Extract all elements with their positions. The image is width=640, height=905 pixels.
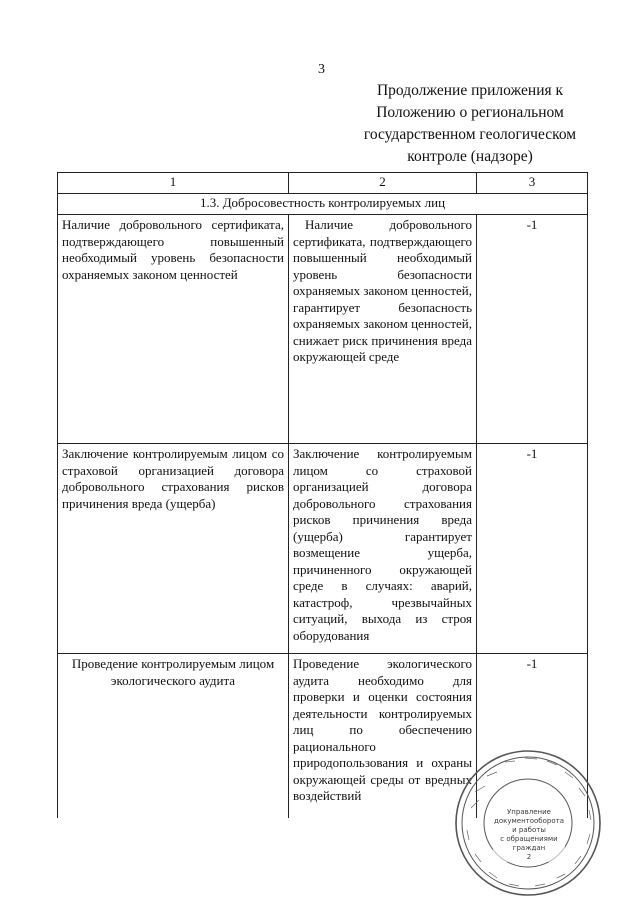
column-number: 3 [477, 173, 588, 194]
rationale-cell: Наличие добровольного сертификата, подтверждающего повышенный необходимый уровень безопасности охраняемых законом ценностей, гарантирует безопасность охраняемых законом ценностей, снижает риск причинения вреда окружающей среде [289, 215, 477, 444]
column-number-row [58, 173, 588, 194]
score-cell: -1 [477, 654, 588, 819]
section-title: 1.3. Добросовестность контролируемых лиц [58, 194, 588, 215]
table-row [58, 444, 588, 654]
seal-line: с обращениями [500, 835, 558, 843]
rationale-cell: Заключение контролируемым лицом со страховой организацией договора добровольного страхования рисков причинения вреда (ущерба) гарантирует возмещение ущерба, причиненного окружающей среде в случаях: аварий, катастроф, чрезвычайных ситуаций, выхода из строя оборудования [289, 444, 477, 654]
score-cell: -1 [477, 444, 588, 654]
heading-line: Положению о региональном [376, 104, 564, 121]
seal-line: документооборота [494, 817, 564, 825]
heading-line: государственном геологическом [363, 126, 577, 143]
column-number: 2 [289, 173, 477, 194]
heading-line: Продолжение приложения к [376, 82, 564, 99]
indicator-cell: Заключение контролируемым лицом со страховой организацией договора добровольного страхования рисков причинения вреда (ущерба) [58, 444, 289, 654]
column-number: 1 [58, 173, 289, 194]
indicator-cell: Проведение контролируемым лицом экологического аудита [58, 654, 289, 819]
page-number: 3 [318, 62, 325, 77]
heading-line: контроле (надзоре) [407, 148, 533, 165]
seal-line: и работы [512, 826, 546, 834]
rationale-cell: Проведение экологического аудита необходимо для проверки и оценки состояния деятельности контролируемых лиц по обеспечению рационального природопользования и охраны окружающей среды от вредных воздействий [289, 654, 477, 819]
indicator-cell: Наличие добровольного сертификата, подтверждающего повышенный необходимый уровень безопасности охраняемых законом ценностей [58, 215, 289, 444]
seal-inner-text [493, 808, 565, 862]
criteria-table [57, 172, 588, 818]
seal-line: Управление [507, 808, 551, 816]
section-row [58, 194, 588, 215]
appendix-heading [352, 80, 588, 168]
seal-line: 2 [526, 853, 532, 861]
score-cell: -1 [477, 215, 588, 444]
seal-line: граждан [512, 844, 546, 852]
table-row [58, 215, 588, 444]
